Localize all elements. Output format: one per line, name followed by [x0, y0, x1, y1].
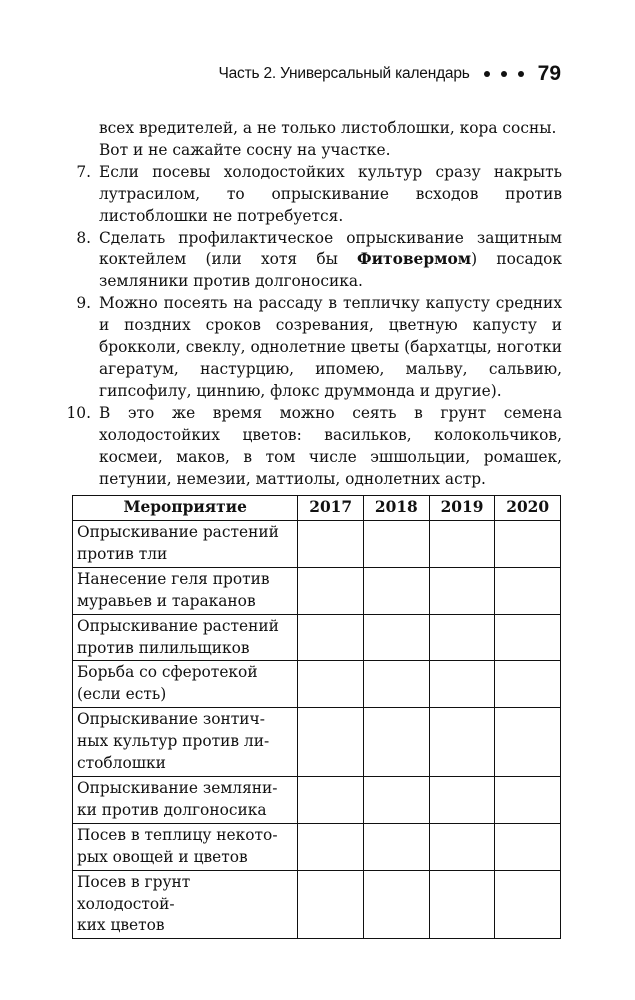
- table-row: [73, 661, 561, 708]
- activity-line: Опрыскивание растений: [77, 523, 279, 541]
- year-cell[interactable]: [298, 776, 364, 823]
- year-cell[interactable]: [429, 708, 495, 777]
- page-body: [62, 118, 562, 490]
- activity-line: муравьев и тараканов: [77, 591, 256, 610]
- year-cell[interactable]: [364, 567, 430, 614]
- year-cell[interactable]: [364, 521, 430, 568]
- activity-cell: [73, 776, 298, 823]
- activity-cell: [73, 567, 298, 614]
- header-year: 2020: [495, 496, 561, 521]
- table-row: [73, 870, 561, 939]
- continued-line-2: Вот и не сажайте сосну на участке.: [99, 140, 391, 159]
- continued-paragraph: [99, 118, 562, 162]
- header-year: 2019: [429, 496, 495, 521]
- list-item-9: [62, 293, 562, 403]
- list-item-text: [99, 228, 562, 294]
- year-cell[interactable]: [298, 567, 364, 614]
- activity-line: Нанесение геля против: [77, 569, 270, 588]
- year-cell[interactable]: [298, 614, 364, 661]
- year-cell[interactable]: [429, 614, 495, 661]
- dot-icon: [484, 71, 490, 77]
- activity-line: Борьба со сферотекой: [77, 663, 258, 682]
- header-dots: [484, 71, 524, 77]
- year-cell[interactable]: [364, 776, 430, 823]
- activity-line: Опрыскивание зонтич-: [77, 710, 265, 729]
- year-cell[interactable]: [495, 567, 561, 614]
- year-cell[interactable]: [429, 823, 495, 870]
- table-row: [73, 776, 561, 823]
- dot-icon: [501, 71, 507, 77]
- activity-cell: [73, 661, 298, 708]
- year-cell[interactable]: [495, 708, 561, 777]
- list-item-text: Если посевы холодостойких культур сразу накрыть лутрасилом, то опрыскивание всходов против листоблошки не потребуется.: [99, 162, 562, 225]
- product-name: Фитовермом: [357, 250, 472, 269]
- header-year: 2018: [364, 496, 430, 521]
- activity-cell: [73, 708, 298, 777]
- activity-line: ких цветов: [77, 916, 165, 935]
- activity-cell: [73, 614, 298, 661]
- running-title: Часть 2. Универсальный календарь: [218, 65, 470, 82]
- table-row: [73, 708, 561, 777]
- table-row: [73, 823, 561, 870]
- list-item-text: Можно посеять на рассаду в тепличку капусту средних и поздних сроков созревания, цветную капусту и брокколи, свеклу, однолетние цветы (бархатцы, ноготки агератум, настурцию, ипомею, мальву, сальвию, гипсофилу, цинnию, флокс друммонда и другие).: [99, 294, 562, 400]
- activity-line: стоблошки: [77, 754, 166, 773]
- list-item-8: [62, 228, 562, 294]
- activity-line: против пилильщиков: [77, 638, 250, 657]
- dot-icon: [518, 71, 524, 77]
- year-cell[interactable]: [364, 661, 430, 708]
- list-item-text-end: ) посадок земляники против долгоносика.: [99, 250, 562, 291]
- year-cell[interactable]: [495, 661, 561, 708]
- year-cell[interactable]: [298, 823, 364, 870]
- activity-line: ных культур против ли-: [77, 732, 270, 751]
- activity-line: Опрыскивание растений: [77, 616, 279, 635]
- table-header-row: [73, 496, 561, 521]
- year-cell[interactable]: [298, 708, 364, 777]
- year-cell[interactable]: [495, 870, 561, 939]
- activity-cell: [73, 521, 298, 568]
- year-cell[interactable]: [364, 870, 430, 939]
- list-item-number: 7.: [76, 162, 91, 181]
- header-activity: Мероприятие: [73, 496, 298, 521]
- table-row: [73, 521, 561, 568]
- continued-line-1: всех вредителей, а не только листоблошки, кора сосны.: [99, 119, 557, 137]
- year-cell[interactable]: [429, 521, 495, 568]
- list-item-text-start: Сделать профилактическое опрыскивание защитным коктейлем (или хотя бы: [99, 228, 562, 269]
- year-cell[interactable]: [429, 870, 495, 939]
- year-cell[interactable]: [495, 614, 561, 661]
- list-item-10: [62, 403, 562, 491]
- year-cell[interactable]: [495, 521, 561, 568]
- activity-cell: [73, 823, 298, 870]
- year-cell[interactable]: [364, 823, 430, 870]
- activity-line: Опрыскивание земляни-: [77, 778, 278, 797]
- activity-line: Посев в теплицу некото-: [77, 825, 278, 844]
- list-item-number: 9.: [76, 294, 91, 313]
- year-cell[interactable]: [429, 661, 495, 708]
- list-item-text: В это же время можно сеять в грунт семена холодостойких цветов: васильков, колокольчиков, космеи, маков, в том числе эшшольции, ромашек, петунии, немезии, маттиолы, однолетних астр.: [99, 403, 562, 488]
- year-cell[interactable]: [298, 661, 364, 708]
- table-row: [73, 614, 561, 661]
- activity-table: [72, 495, 561, 939]
- list-item-7: [62, 162, 562, 228]
- header-year: 2017: [298, 496, 364, 521]
- list-item-number: 8.: [76, 228, 91, 247]
- activity-line: против тли: [77, 544, 168, 563]
- activity-line: Посев в грунт холодостой-: [77, 872, 191, 913]
- activity-line: рых овощей и цветов: [77, 847, 248, 866]
- year-cell[interactable]: [364, 708, 430, 777]
- year-cell[interactable]: [495, 823, 561, 870]
- year-cell[interactable]: [364, 614, 430, 661]
- activity-cell: [73, 870, 298, 939]
- activity-line: ки против долгоносика: [77, 800, 267, 819]
- year-cell[interactable]: [298, 870, 364, 939]
- year-cell[interactable]: [429, 567, 495, 614]
- table-row: [73, 567, 561, 614]
- year-cell[interactable]: [298, 521, 364, 568]
- year-cell[interactable]: [429, 776, 495, 823]
- list-item-number: 10.: [66, 403, 91, 422]
- page-number: 79: [537, 62, 561, 85]
- activity-line: (если есть): [77, 685, 167, 704]
- year-cell[interactable]: [495, 776, 561, 823]
- running-header: [218, 62, 561, 86]
